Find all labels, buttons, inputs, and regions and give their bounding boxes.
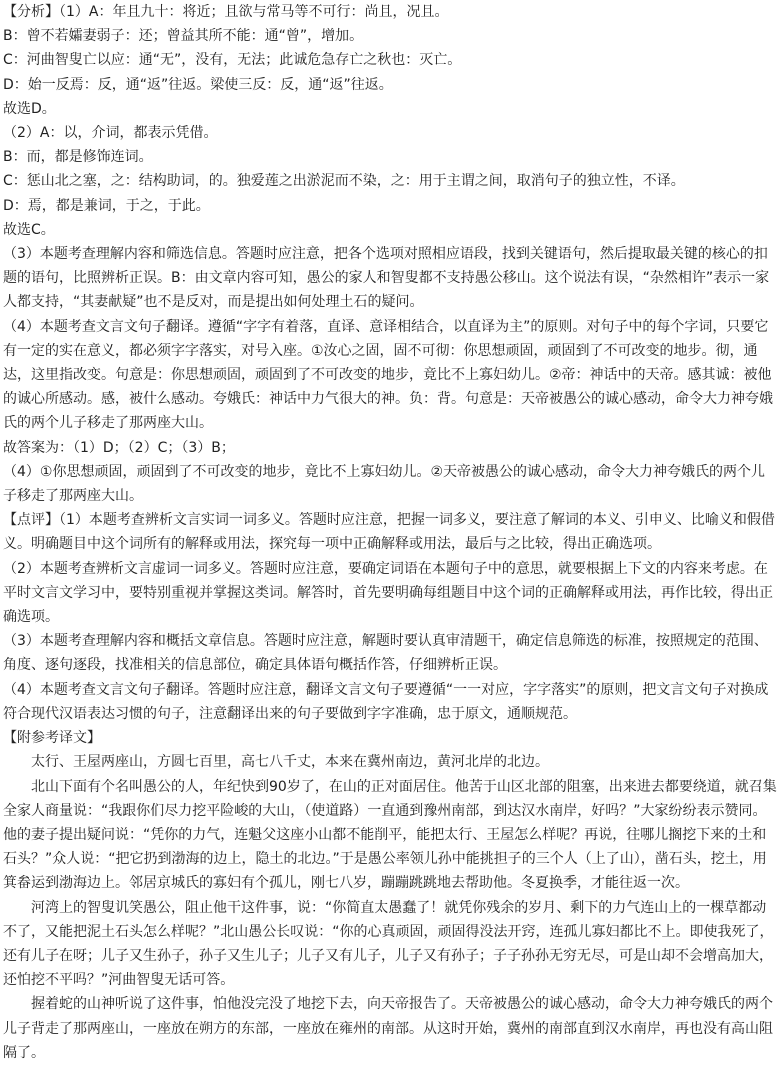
- translation-para-4: 握着蛇的山神听说了这件事，怕他没完没了地挖下去，向天帝报告了。天帝被愚公的诚心感动，命令大力神夸娥氏的两个儿子背走了那两座山，一座放在朔方的东部，一座放在雍州的南部。从这时开始，冀州的南部直到汉水南岸，再也没有高山阻隔了。: [3, 996, 773, 1061]
- answer-4: （4）①你思想顽固，顽固到了不可改变的地步，竟比不上寡妇幼儿。②天帝被愚公的诚心感动，命令大力神夸娥氏的两个儿子移走了那两座大山。: [3, 463, 766, 505]
- analysis-para-4: （4）本题考查文言文句子翻译。遵循“字字有着落，直译、意译相结合，以直译为主”的原则。对句子中的每个字词，只要它有一定的实在意义，都必须字字落实，对号入座。①汝心之固，固不可彻：你思想顽固，顽固到了不可改变的地步。彻，通达，这里指改变。句意是：你思想顽固，顽固到了不可改变的地步，竟比不上寡妇幼儿。②帝：神话中的天帝。感其诚：被他的诚心所感动。感，被什么感动。夸娥氏：神话中力气很大的神。负：背。句意是：天帝被愚公的诚心感动，命令大力神夸娥氏的两个儿子移走了那两座大山。: [3, 318, 773, 432]
- comment-para-3: （3）本题考查理解内容和概括文章信息。答题时应注意，解题时要认真审清题干，确定信息筛选的标准，按照规定的范围、角度、逐句逐段，找准相关的信息部位，确定具体语句概括作答，仔细辨析正误。: [3, 633, 768, 674]
- comment-para-1-text: （1）本题考查辨析文言实词一词多义。答题时应注意，把握一词多义，要注意了解词的本义、引申义、比喻义和假借义。明确题目中这个词所有的解释或用法，探究每一项中正确解释或用法，最后与之比较，得出正确选项。: [3, 512, 775, 553]
- comment-header: 【点评】: [3, 512, 59, 529]
- translation-para-1: 太行、王屋两座山，方圆七百里，高七八千丈，本来在冀州南边，黄河北岸的北边。: [31, 754, 549, 771]
- comment-para-4: （4）本题考查文言文句子翻译。答题时应注意，翻译文言文句子要遵循“一一对应，字字落实”的原则，把文言文句子对换成符合现代汉语表达习惯的句子，注意翻译出来的句子要做到字字准确，忠于原文，通顺规范。: [3, 681, 769, 722]
- analysis-line-1: [3, 0, 778, 24]
- analysis-line-3: C：河曲智叟亡以应：通“无”，没有，无法；此诚危急存亡之秋也：灭亡。: [3, 52, 462, 69]
- analysis-line-2: B：曾不若孀妻弱子：还；曾益其所不能：通“曾”，增加。: [3, 28, 364, 45]
- analysis-para-3: （3）本题考查理解内容和筛选信息。答题时应注意，把各个选项对照相应语段，找到关键语句，然后提取最关键的核心的扣题的语句，比照辨析正误。B：由文章内容可知，愚公的家人和智叟都不支持愚公移山。这个说法有误，“杂然相许”表示一家人都支持，“其妻献疑”也不是反对，而是提出如何处理土石的疑问。: [3, 246, 770, 311]
- analysis-line-5: 故选D。: [3, 100, 56, 117]
- analysis-line-1-text: （1）A：年且九十：将近；且欲与常马等不可行：尚且，况且。: [59, 4, 449, 20]
- analysis-line-9: D：焉，都是兼词，于之，于此。: [3, 197, 210, 214]
- analysis-header: 【分析】: [3, 4, 59, 20]
- analysis-line-6: （2）A：以，介词，都表示凭借。: [3, 125, 218, 142]
- analysis-line-7: B：而，都是修饰连词。: [3, 149, 153, 166]
- translation-header: 【附参考译文】: [3, 730, 101, 747]
- translation-para-2: 北山下面有个名叫愚公的人，年纪快到90岁了，在山的正对面居住。他苦于山区北部的阻塞，出来进去都要绕道，就召集全家人商量说：“我跟你们尽力挖平险峻的大山，（使道路）一直通到豫州南部，到达汉水南岸，好吗？”大家纷纷表示赞同。他的妻子提出疑问说：“凭你的力气，连魁父这座小山都不能削平，能把太行、王屋怎么样呢？再说，往哪儿搁挖下来的土和石头？”众人说：“把它扔到渤海的边上，隐土的北边。”于是愚公率领儿孙中能挑担子的三个人（上了山），凿石头，挖土，用箕畚运到渤海边上。邻居京城氏的寡妇有个孤儿，刚七八岁，蹦蹦跳跳地去帮助他。冬夏换季，才能往返一次。: [3, 778, 777, 892]
- translation-para-3: 河湾上的智叟讥笑愚公，阻止他干这件事，说：“你简直太愚蠢了！就凭你残余的岁月、剩下的力气连山上的一棵草都动不了，又能把泥土石头怎么样呢？”北山愚公长叹说：“你的心真顽固，顽固得没法开窍，连孤儿寡妇都比不上。即使我死了，还有儿子在呀；儿子又生孙子，孙子又生儿子；儿子又有儿子，儿子又有孙子；子子孙孙无穷无尽，可是山却不会增高加大，还怕挖不平吗？”河曲智叟无话可答。: [3, 899, 774, 989]
- answer-line: 故答案为：（1）D；（2）C；（3）B；: [3, 439, 235, 456]
- analysis-line-8: C：惩山北之塞，之：结构助词，的。独爱莲之出淤泥而不染，之：用于主谓之间，取消句子的独立性，不译。: [3, 173, 685, 190]
- comment-para-2: （2）本题考查辨析文言虚词一词多义。答题时应注意，要确定词语在本题句子中的意思，就要根据上下文的内容来考虑。在平时文言文学习中，要特别重视并掌握这类词。解答时，首先要明确每组题目中这个词的正确解释或用法，再作比较，得出正确选项。: [3, 560, 773, 626]
- analysis-line-4: D：始一反焉：反，通“返”往返。梁使三反：反，通“返”往返。: [3, 76, 393, 93]
- analysis-line-10: 故选C。: [3, 221, 55, 238]
- comment-para-1: [3, 508, 778, 556]
